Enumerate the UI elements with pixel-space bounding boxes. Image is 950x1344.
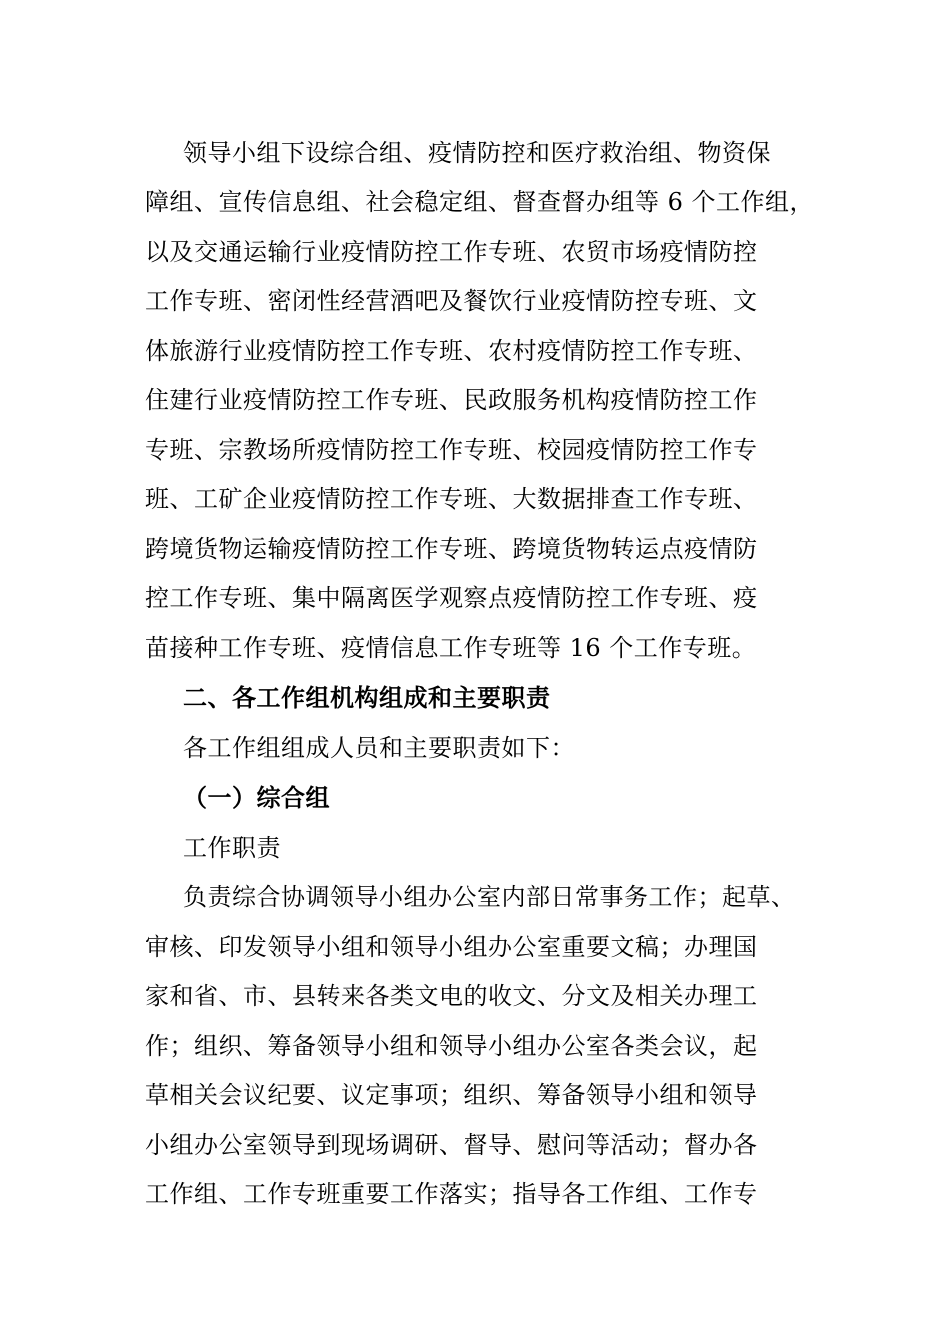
intro-line: 各工作组组成人员和主要职责如下： bbox=[183, 734, 575, 762]
paragraph-1-line-3: 以及交通运输行业疫情防控工作专班、农贸市场疫情防控 bbox=[145, 238, 758, 266]
paragraph-2-line-3: 家和省、市、县转来各类文电的收文、分文及相关办理工 bbox=[145, 982, 758, 1010]
subsection-heading: （一）综合组 bbox=[183, 784, 330, 812]
paragraph-1-line-7: 专班、宗教场所疫情防控工作专班、校园疫情防控工作专 bbox=[145, 436, 758, 464]
paragraph-2-line-6: 小组办公室领导到现场调研、督导、慰问等活动；督办各 bbox=[145, 1131, 758, 1159]
paragraph-1-line-5: 体旅游行业疫情防控工作专班、农村疫情防控工作专班、 bbox=[145, 337, 758, 365]
paragraph-1-line-11: 苗接种工作专班、疫情信息工作专班等 16 个工作专班。 bbox=[145, 634, 757, 662]
paragraph-1-line-8: 班、工矿企业疫情防控工作专班、大数据排查工作专班、 bbox=[145, 485, 758, 513]
paragraph-2-line-5: 草相关会议纪要、议定事项；组织、筹备领导小组和领导 bbox=[145, 1081, 758, 1109]
duty-label: 工作职责 bbox=[183, 834, 281, 862]
paragraph-1-line-10: 控工作专班、集中隔离医学观察点疫情防控工作专班、疫 bbox=[145, 584, 758, 612]
paragraph-2-line-7: 工作组、工作专班重要工作落实；指导各工作组、工作专 bbox=[145, 1180, 758, 1208]
paragraph-1-line-4: 工作专班、密闭性经营酒吧及餐饮行业疫情防控专班、文 bbox=[145, 287, 758, 315]
paragraph-2-line-4: 作；组织、筹备领导小组和领导小组办公室各类会议，起 bbox=[145, 1032, 758, 1060]
section-heading: 二、各工作组机构组成和主要职责 bbox=[183, 684, 551, 712]
paragraph-1-line-9: 跨境货物运输疫情防控工作专班、跨境货物转运点疫情防 bbox=[145, 535, 758, 563]
paragraph-2-line-1: 负责综合协调领导小组办公室内部日常事务工作；起草、 bbox=[183, 883, 796, 911]
paragraph-1-line-2: 障组、宣传信息组、社会稳定组、督查督办组等 6 个工作组， bbox=[145, 188, 815, 216]
paragraph-1-line-6: 住建行业疫情防控工作专班、民政服务机构疫情防控工作 bbox=[145, 386, 758, 414]
paragraph-1-line-1: 领导小组下设综合组、疫情防控和医疗救治组、物资保 bbox=[183, 139, 771, 167]
paragraph-2-line-2: 审核、印发领导小组和领导小组办公室重要文稿；办理国 bbox=[145, 933, 758, 961]
